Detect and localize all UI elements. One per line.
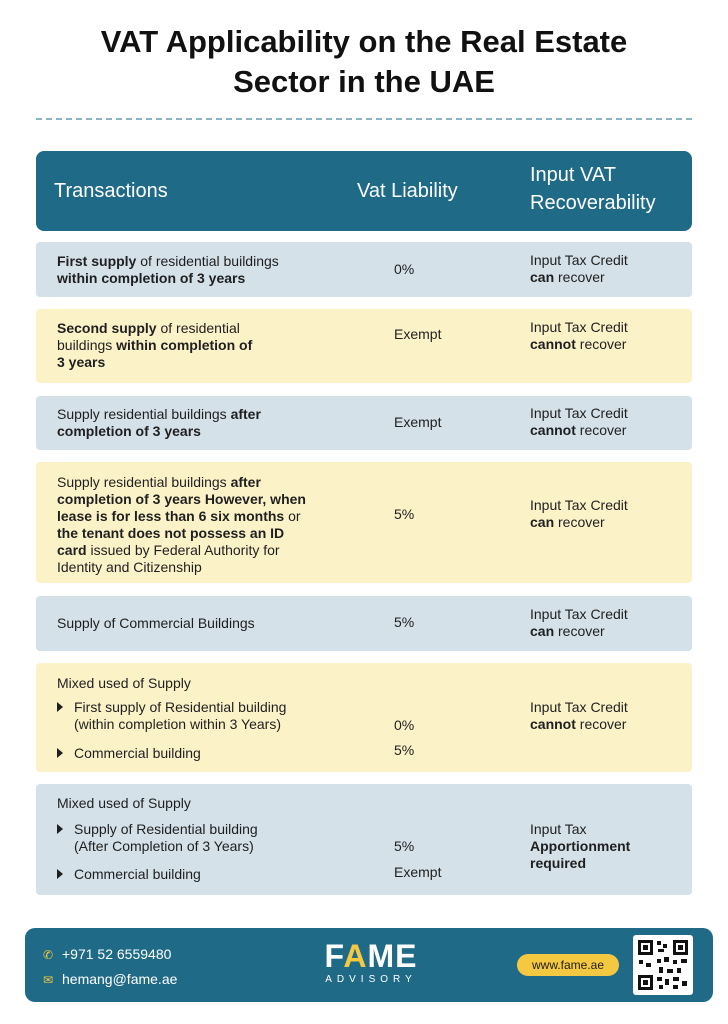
recoverability-cell: Input Tax Credit cannot recover (530, 319, 628, 352)
table-header (36, 151, 692, 231)
mail-icon: ✉ (43, 973, 54, 987)
whatsapp-icon: ✆ (43, 948, 54, 962)
transaction-subitem: Supply of Residential building (After Completion of 3 Years) (74, 821, 258, 854)
transaction-heading: Mixed used of Supply (57, 795, 191, 811)
vat-cell: 5% (394, 614, 415, 630)
bullet-icon (57, 824, 63, 834)
vat-cell: Exempt (394, 326, 442, 342)
table-row (36, 396, 692, 450)
header-recoverability (530, 161, 690, 217)
qr-code-icon (633, 935, 693, 995)
transaction-cell: Supply residential buildings after completion of 3 years (57, 406, 261, 439)
table-row (36, 242, 692, 297)
transaction-cell: Second supply of residential buildings within completion of 3 years (57, 320, 253, 370)
transaction-subitem: Commercial building (74, 745, 201, 761)
table-row (36, 663, 692, 772)
recoverability-cell: Input Tax Credit cannot recover (530, 405, 628, 438)
header-transactions: Transactions (54, 180, 168, 202)
bullet-icon (57, 748, 63, 758)
header-recoverability-line1: Input VAT (530, 164, 616, 186)
recoverability-cell: Input Tax Credit can recover (530, 606, 628, 639)
recoverability-cell: Input Tax Credit can recover (530, 252, 628, 285)
transaction-subitem: Commercial building (74, 866, 201, 882)
bullet-icon (57, 869, 63, 879)
transaction-cell: First supply of residential buildings within completion of 3 years (57, 253, 279, 286)
dashed-divider (36, 118, 692, 120)
phone-contact[interactable]: ✆ +971 52 6559480 (43, 946, 172, 962)
recoverability-cell: Input Tax Credit can recover (530, 497, 628, 530)
table-row (36, 784, 692, 895)
vat-cell: 5% (394, 742, 415, 758)
transaction-subitem: First supply of Residential building (within completion within 3 Years) (74, 699, 287, 732)
vat-cell: 5% (394, 506, 415, 522)
page-title-line2: Sector in the UAE (233, 64, 495, 99)
fame-advisory-logo: FAME ADVISORY (324, 938, 418, 985)
table-row (36, 462, 692, 583)
recoverability-cell: Input Tax Apportionment required (530, 821, 631, 871)
footer-bar (25, 928, 713, 1002)
vat-cell: Exempt (394, 864, 442, 880)
header-vat-liability: Vat Liability (357, 180, 458, 202)
table-row (36, 596, 692, 651)
vat-cell: 5% (394, 838, 415, 854)
header-recoverability-line2: Recoverability (530, 192, 656, 214)
transaction-cell: Supply residential buildings after completion of 3 years However, when lease is for less than 6 six months or the tenant does not possess an ID card issued by Federal Authority for Identity and Citizenship (57, 474, 306, 575)
vat-cell: 0% (394, 261, 415, 277)
transaction-heading: Mixed used of Supply (57, 675, 191, 691)
vat-cell: 0% (394, 717, 415, 733)
bullet-icon (57, 702, 63, 712)
page-title (0, 22, 728, 102)
email-contact[interactable]: ✉ hemang@fame.ae (43, 971, 178, 987)
vat-cell: Exempt (394, 414, 442, 430)
page-title-line1: VAT Applicability on the Real Estate (100, 24, 628, 59)
table-row (36, 309, 692, 383)
website-link[interactable]: www.fame.ae (517, 954, 619, 976)
transaction-cell: Supply of Commercial Buildings (57, 615, 255, 631)
recoverability-cell: Input Tax Credit cannot recover (530, 699, 628, 732)
